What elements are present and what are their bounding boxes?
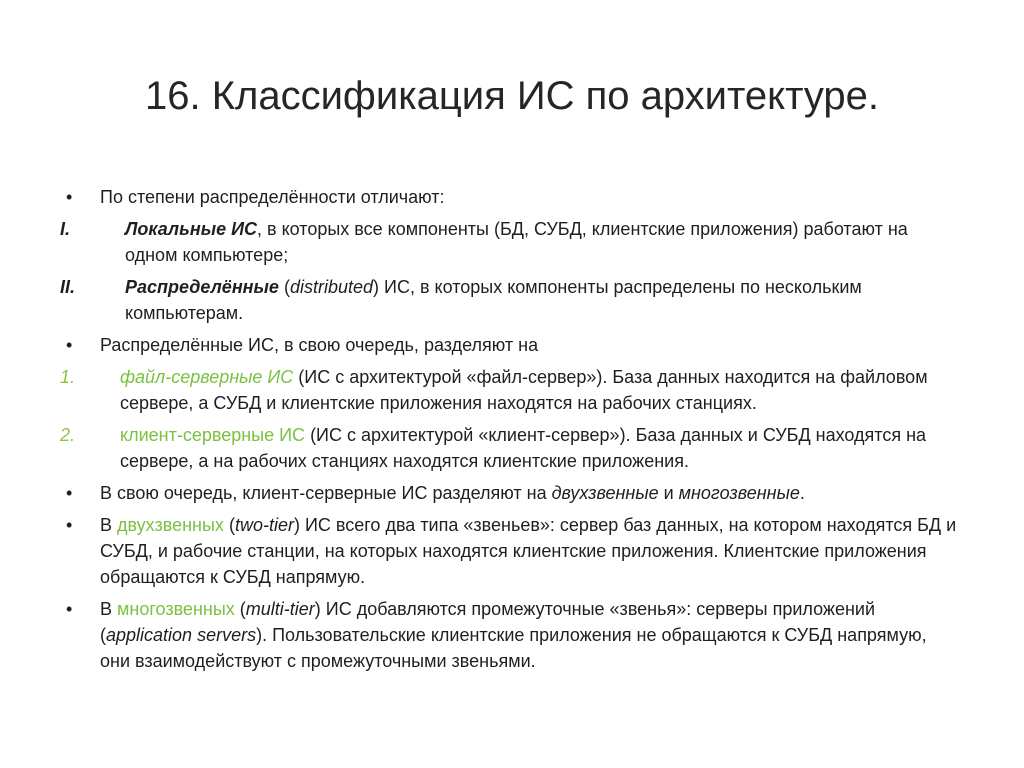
- item-text: ) ИС всего два типа «звеньев»: сервер баз данных, на котором находятся БД и СУБД, и рабочие станции, на которых находятся клиентские приложения. Клиентские приложения обращаются к СУБД напрямую.: [100, 515, 957, 587]
- list-item: [60, 596, 960, 674]
- item-text: и: [658, 483, 679, 503]
- item-text: По степени распределённости отличают:: [100, 187, 445, 207]
- item-text: (ИС с архитектурой «файл-сервер»). База данных находится на файловом сервере, а СУБД и клиентские приложения находятся на рабочих станциях.: [120, 367, 928, 413]
- item-text: ) ИС, в которых компоненты распределены по нескольким компьютерам.: [125, 277, 862, 323]
- accent-term: многозвенных: [117, 599, 235, 619]
- term-english: application servers: [106, 625, 257, 645]
- bullet-marker: •: [66, 335, 73, 355]
- accent-term: файл-серверные ИС: [120, 367, 294, 387]
- term: двухзвенные: [551, 483, 659, 503]
- roman-marker: II.: [60, 277, 76, 297]
- term: Распределённые: [125, 277, 279, 297]
- slide-title: 16. Классификация ИС по архитектуре.: [144, 74, 879, 118]
- list-item: [60, 364, 960, 416]
- slide-content: [60, 184, 960, 680]
- term-english: multi-tier: [245, 599, 315, 619]
- list-item: [60, 422, 960, 474]
- list-item: [60, 512, 960, 590]
- list-item: [60, 480, 960, 506]
- bullet-marker: •: [66, 515, 73, 535]
- item-text: В: [100, 599, 118, 619]
- list-item: [60, 216, 960, 268]
- bullet-marker: •: [66, 187, 73, 207]
- item-text: ). Пользовательские клиентские приложения не обращаются к СУБД напрямую, они взаимодействуют с промежуточными звеньями.: [100, 625, 927, 671]
- term-english: two-tier: [234, 515, 294, 535]
- item-text: В: [100, 515, 118, 535]
- list-item: [60, 274, 960, 326]
- term-english: distributed: [289, 277, 374, 297]
- item-text: (: [278, 277, 290, 297]
- term: Локальные ИС: [125, 219, 258, 239]
- number-marker: 1.: [60, 367, 76, 387]
- item-text: (: [223, 515, 235, 535]
- item-text: (ИС с архитектурой «клиент-сервер»). База данных и СУБД находятся на сервере, а на рабочих станциях находятся клиентские приложения.: [120, 425, 927, 471]
- item-text: В свою очередь, клиент-серверные ИС разделяют на: [100, 483, 552, 503]
- roman-marker: I.: [60, 219, 71, 239]
- item-text: , в которых все компоненты (БД, СУБД, клиентские приложения) работают на одном компьютере;: [125, 219, 908, 265]
- item-text: Распределённые ИС, в свою очередь, разделяют на: [100, 335, 539, 355]
- item-text: ) ИС добавляются промежуточные «звенья»: серверы приложений (: [100, 599, 876, 645]
- list-item: [60, 184, 960, 210]
- term: многозвенные: [678, 483, 800, 503]
- list-item: [60, 332, 960, 358]
- number-marker: 2.: [60, 425, 76, 445]
- bullet-marker: •: [66, 599, 73, 619]
- bullet-marker: •: [66, 483, 73, 503]
- accent-term: клиент-серверные ИС: [120, 425, 306, 445]
- item-text: (: [234, 599, 246, 619]
- accent-term: двухзвенных: [117, 515, 224, 535]
- item-text: .: [799, 483, 805, 503]
